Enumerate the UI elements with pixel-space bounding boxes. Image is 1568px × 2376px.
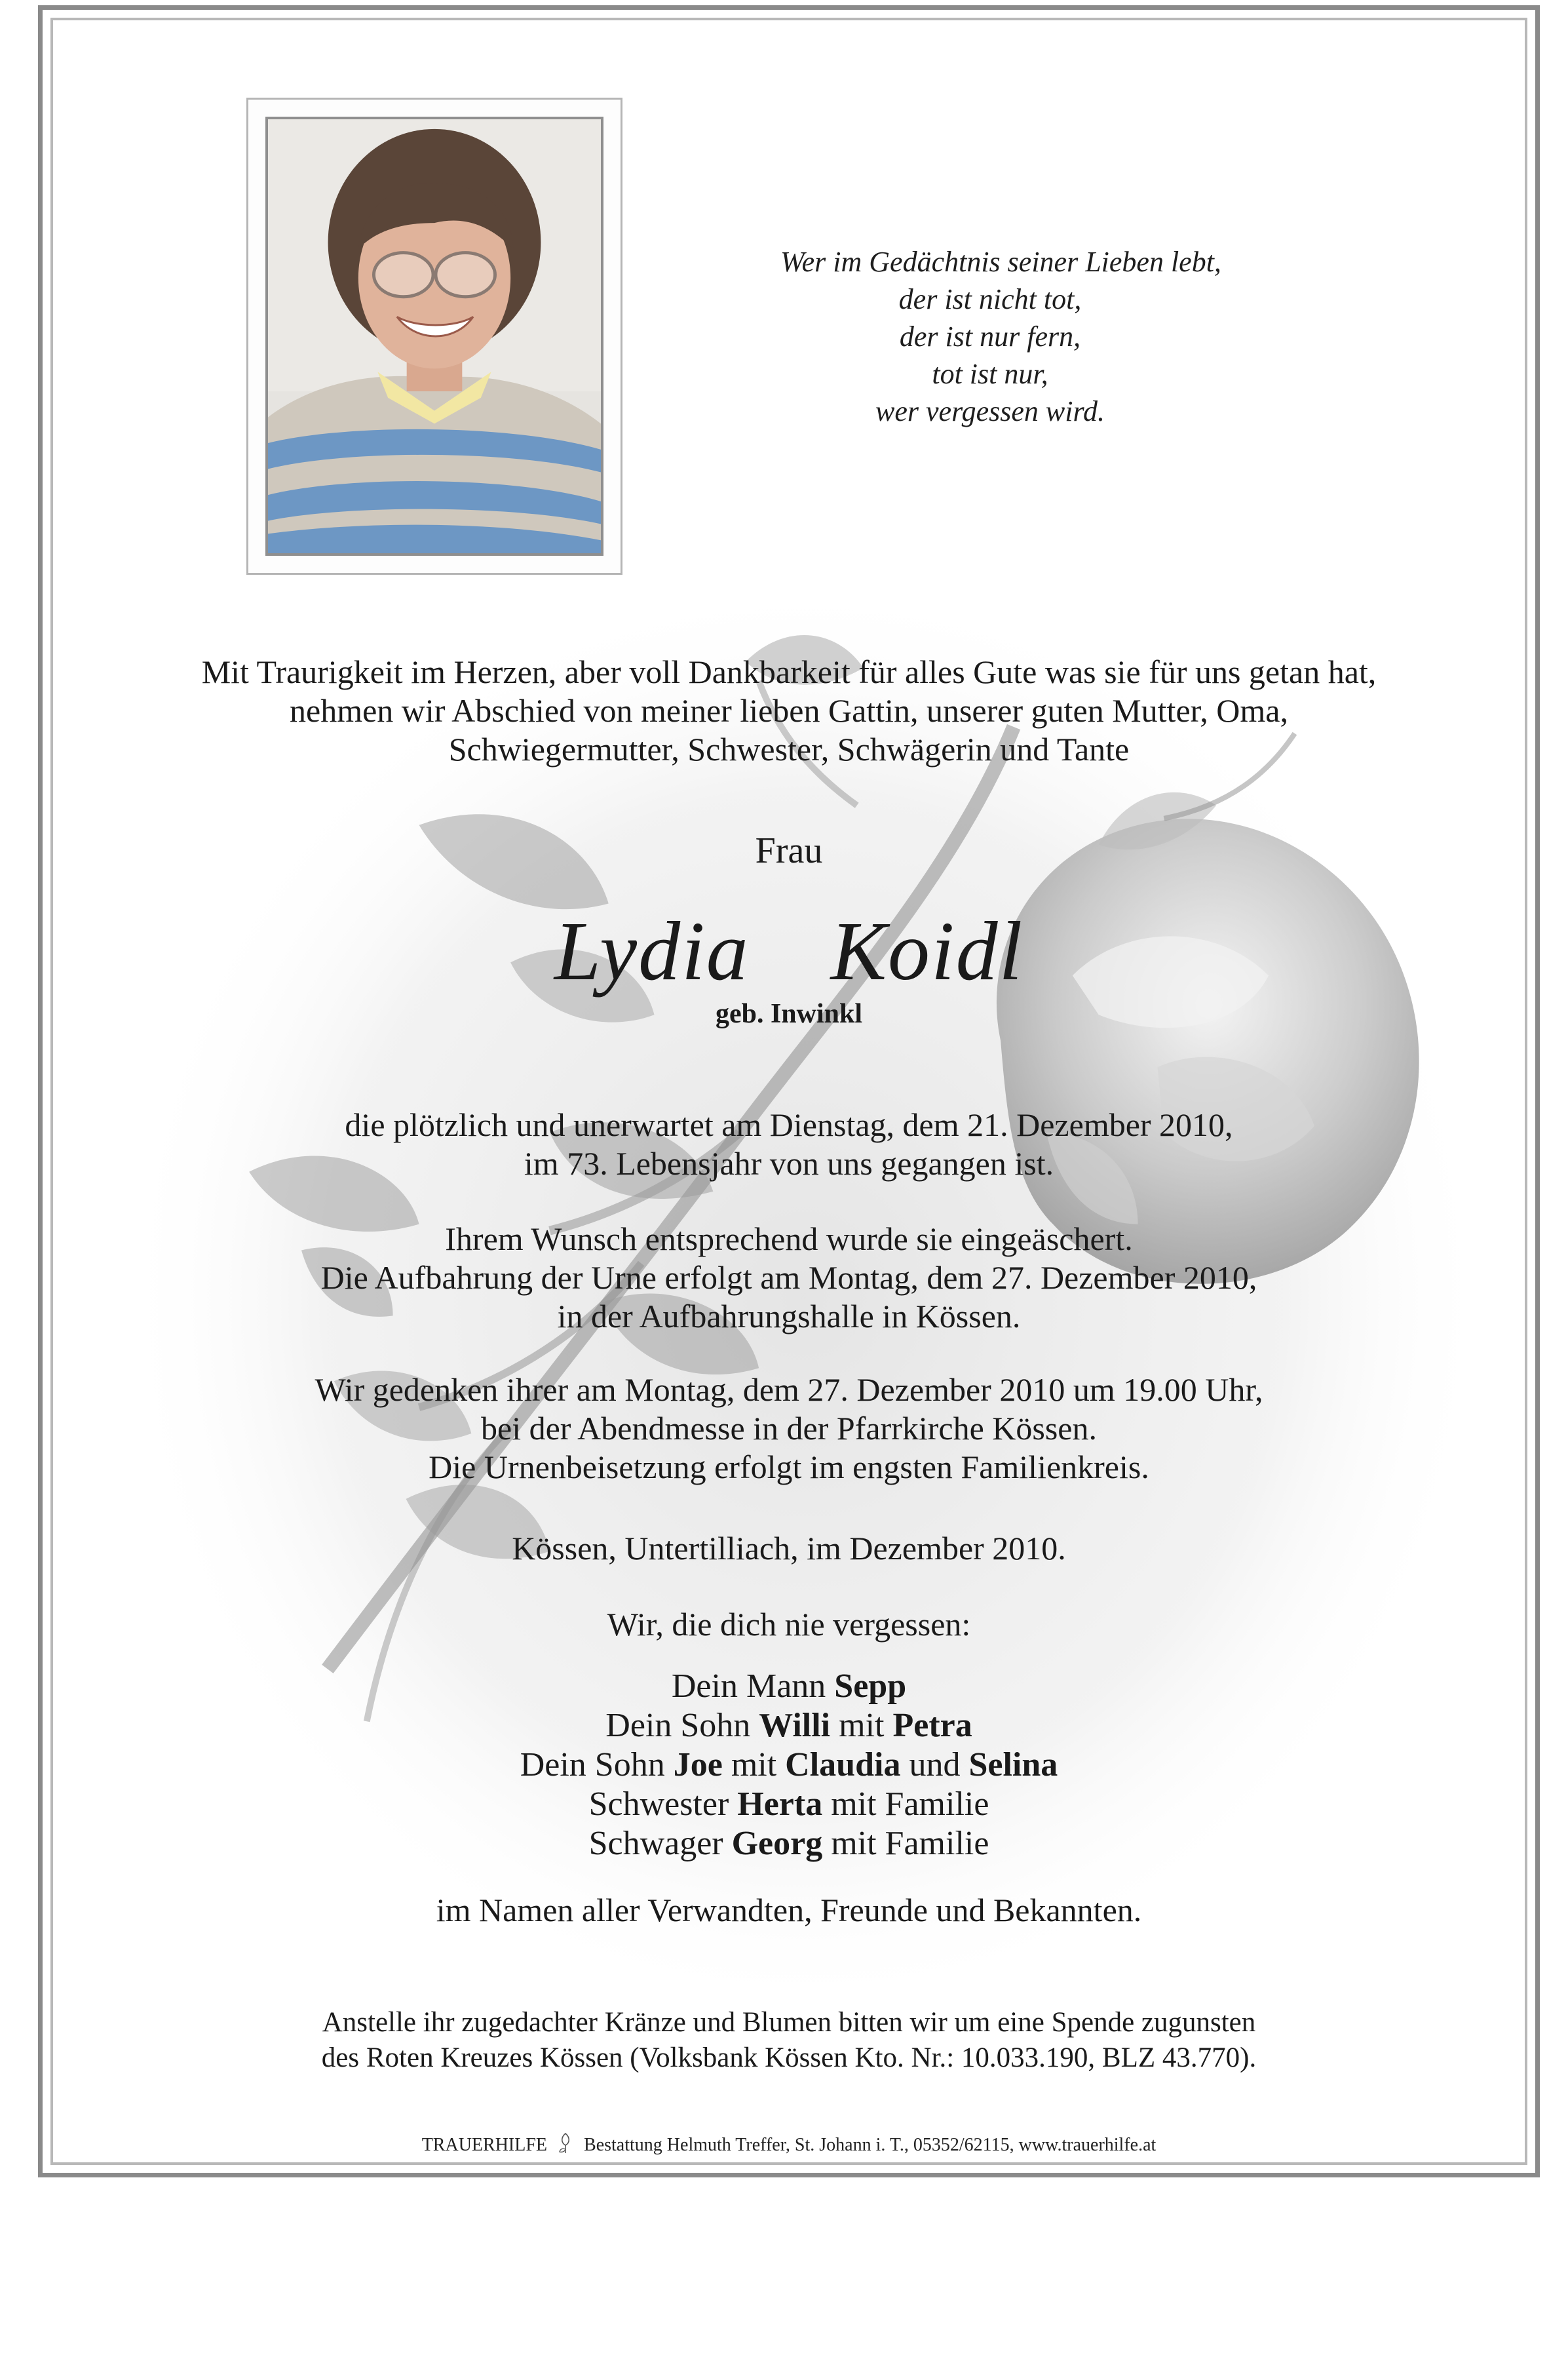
- leaf-logo-icon: [557, 2132, 574, 2154]
- connector-text: mit Familie: [822, 1785, 989, 1823]
- quote-line: tot ist nur,: [932, 358, 1048, 390]
- footer-details: Bestattung Helmuth Treffer, St. Johann i. T., 05352/62115, www.trauerhilfe.at: [584, 2135, 1157, 2155]
- intro-line: Schwiegermutter, Schwester, Schwägerin und Tante: [448, 731, 1130, 768]
- memorial-line: Die Urnenbeisetzung erfolgt im engsten Familienkreis.: [429, 1449, 1149, 1485]
- mourner-name: Willi: [759, 1707, 831, 1744]
- memorial-paragraph: [53, 1371, 1525, 1487]
- portrait-frame: [246, 98, 622, 575]
- mourner-line: [53, 1785, 1525, 1824]
- outer-frame: [38, 5, 1540, 2177]
- memorial-line: bei der Abendmesse in der Pfarrkirche Kössen.: [481, 1410, 1097, 1447]
- quote-line: der ist nicht tot,: [898, 283, 1082, 315]
- connector-text: und: [900, 1746, 969, 1783]
- connector-text: mit Familie: [822, 1825, 989, 1862]
- salutation: Frau: [755, 830, 823, 871]
- death-line: im 73. Lebensjahr von uns gegangen ist.: [524, 1145, 1054, 1182]
- death-line: die plötzlich und unerwartet am Dienstag, dem 21. Dezember 2010,: [345, 1106, 1233, 1143]
- connector-text: mit: [830, 1707, 893, 1744]
- mourner-line: [53, 1667, 1525, 1706]
- donation-line: des Roten Kreuzes Kössen (Volksbank Kössen Kto. Nr.: 10.033.190, BLZ 43.770).: [321, 2042, 1257, 2073]
- memorial-line: Wir gedenken ihrer am Montag, dem 27. Dezember 2010 um 19.00 Uhr,: [315, 1371, 1263, 1408]
- donation-paragraph: [53, 2005, 1525, 2076]
- mourner-name: Herta: [737, 1785, 823, 1823]
- connector-text: mit: [722, 1746, 786, 1783]
- cremation-line: Die Aufbahrung der Urne erfolgt am Montag, dem 27. Dezember 2010,: [320, 1259, 1257, 1296]
- mourner-name: Claudia: [785, 1746, 901, 1783]
- footer: [53, 2132, 1525, 2156]
- quote-line: der ist nur fern,: [899, 321, 1081, 353]
- birth-name: geb. Inwinkl: [715, 999, 863, 1029]
- death-paragraph: [53, 1106, 1525, 1183]
- intro-line: Mit Traurigkeit im Herzen, aber voll Dankbarkeit für alles Gute was sie für uns getan hat,: [201, 653, 1377, 690]
- mourner-line: [53, 1706, 1525, 1745]
- closing-line: im Namen aller Verwandten, Freunde und Bekannten.: [436, 1892, 1142, 1928]
- mourners-intro: Wir, die dich nie vergessen:: [607, 1606, 971, 1643]
- quote-line: wer vergessen wird.: [875, 395, 1105, 427]
- mourner-name: Petra: [892, 1707, 972, 1744]
- mourner-name: Selina: [968, 1746, 1058, 1783]
- footer-brand: TRAUERHILFE: [421, 2135, 548, 2155]
- quote-line: Wer im Gedächtnis seiner Lieben lebt,: [780, 246, 1221, 278]
- relation-text: Dein Sohn: [520, 1746, 674, 1783]
- memorial-quote: [780, 243, 1221, 430]
- mourner-name: Sepp: [834, 1667, 907, 1705]
- relation-text: Dein Mann: [671, 1667, 835, 1705]
- relation-text: Schwester: [588, 1785, 738, 1823]
- mourner-name: Joe: [673, 1746, 723, 1783]
- cremation-paragraph: [53, 1220, 1525, 1336]
- relation-text: Schwager: [588, 1825, 732, 1862]
- mourner-line: [53, 1824, 1525, 1863]
- deceased-name: Lydia Koidl: [554, 905, 1024, 998]
- portrait-photo: [265, 117, 603, 556]
- donation-line: Anstelle ihr zugedachter Kränze und Blumen bitten wir um eine Spende zugunsten: [322, 2007, 1256, 2038]
- mourners-list: [53, 1667, 1525, 1863]
- inner-frame: [50, 18, 1527, 2165]
- place-date: Kössen, Untertilliach, im Dezember 2010.: [512, 1530, 1066, 1567]
- notice-content: [53, 20, 1525, 2162]
- portrait-illustration: [268, 119, 601, 553]
- mourner-line: [53, 1745, 1525, 1785]
- relation-text: Dein Sohn: [605, 1707, 759, 1744]
- intro-paragraph: [53, 653, 1525, 769]
- intro-line: nehmen wir Abschied von meiner lieben Gattin, unserer guten Mutter, Oma,: [290, 692, 1288, 729]
- cremation-line: Ihrem Wunsch entsprechend wurde sie eingeäschert.: [445, 1220, 1133, 1257]
- cremation-line: in der Aufbahrungshalle in Kössen.: [557, 1298, 1021, 1334]
- mourner-name: Georg: [731, 1825, 823, 1862]
